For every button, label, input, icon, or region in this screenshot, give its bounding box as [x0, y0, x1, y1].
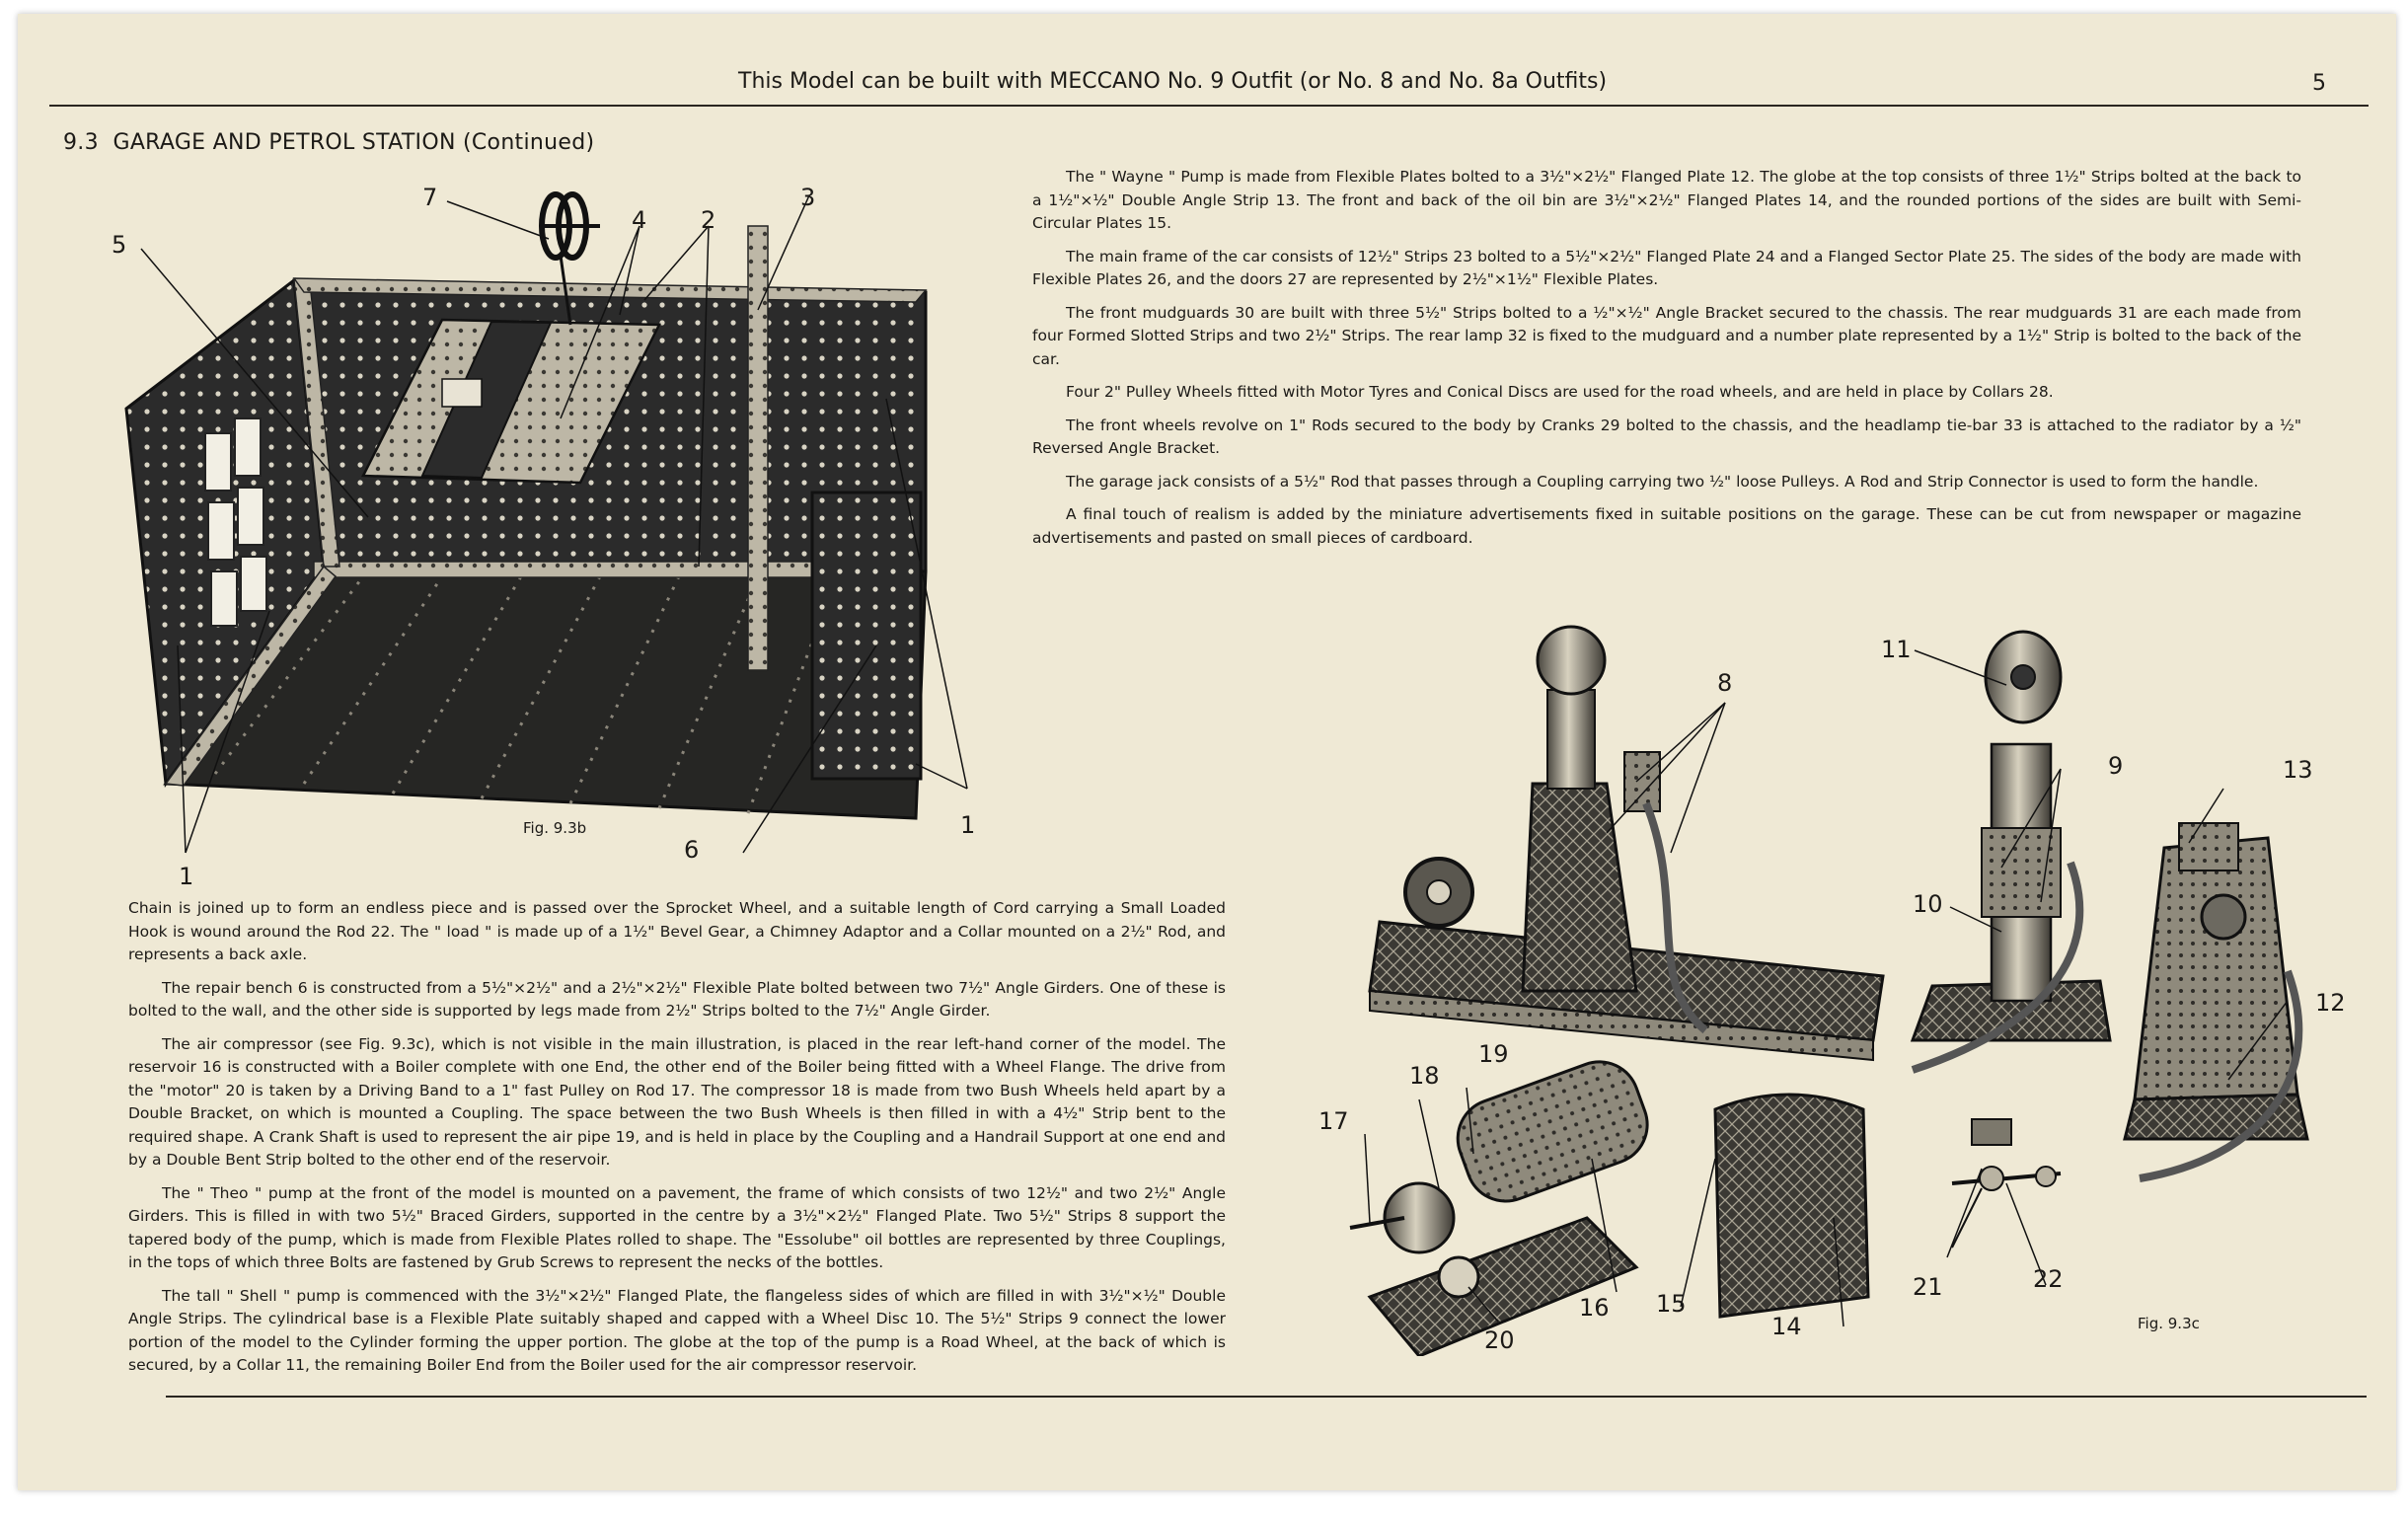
floor-girder — [314, 562, 866, 577]
callout-12: 12 — [2315, 989, 2346, 1017]
paragraph: A final touch of realism is added by the miniature advertisements fixed in suitable positions on the garage. These can be cut from newspaper or magazine advertisements and pasted on small pieces of cardboard. — [1032, 505, 2301, 547]
callout-4: 4 — [632, 206, 647, 234]
callout-1-right: 1 — [960, 811, 976, 839]
compressor-reservoir — [1447, 1051, 1658, 1213]
paragraph: The air compressor (see Fig. 9.3c), which is not visible in the main illustration, is placed in the rear left-hand corner of the model. The reservoir 16 is constructed with a Boiler complete with one End, the other end of the Boiler being fitted with a Wheel Flange. The drive from the "motor" 20 is taken by a Driving Band to a 1" fast Pulley on Rod 17. The compressor 18 is made from two Bush Wheels held apart by a Double Bracket, on which is mounted a Coupling. The space between the two Bush Wheels is then filled in with a 4½" Strip bent to the required shape. A Crank Shaft is used to represent the air pipe 19, and is held in place by the Coupling and a Handrail Support at one end and by a Double Bent Strip bolted to the other end of the reservoir. — [128, 1034, 1226, 1169]
callout-22: 22 — [2033, 1265, 2064, 1293]
callout-18: 18 — [1409, 1062, 1440, 1090]
callout-8: 8 — [1717, 669, 1733, 697]
callout-13: 13 — [2283, 756, 2313, 784]
callout-14: 14 — [1771, 1313, 1802, 1340]
callout-7: 7 — [422, 184, 438, 211]
manual-page — [18, 14, 2396, 1490]
theo-pump-body — [1523, 784, 1636, 991]
paragraph: The " Theo " pump at the front of the model is mounted on a pavement, the frame of which consists of two 12½" and two 2½" Angle Girders. This is filled in with two 5½" Braced Girders, supported in the centre by a 3½"×2½" Flanged Plate. Two 5½" Strips 8 support the tapered body of the pump, which is made from Flexible Plates rolled to shape. The "Essolube" oil bottles are represented by three Couplings, in the tops of which three Bolts are fastened by Grub Screws to represent the necks of the bottles. — [128, 1183, 1226, 1271]
right-text-column — [1032, 166, 2301, 560]
paragraph: Four 2" Pulley Wheels fitted with Motor Tyres and Conical Discs are used for the road wheels, and are held in place by Collars 28. — [1066, 383, 2054, 401]
callout-17: 17 — [1318, 1107, 1349, 1135]
callout-16: 16 — [1579, 1294, 1610, 1322]
paragraph: The tall " Shell " pump is commenced with the 3½"×2½" Flanged Plate, the flangeless sides of which are filled in with 3½"×½" Double Angle Strips. The cylindrical base is a Flexible Plate suitably shaped and capped with a Wheel Disc 10. The 5½" Strips 9 connect the lower portion of the model to the Cylinder forming the upper portion. The globe at the top of the pump is a Road Wheel, at the back of which is secured, by a Collar 11, the remaining Boiler End from the Boiler used for the air compressor reservoir. — [128, 1286, 1226, 1374]
callout-11: 11 — [1881, 636, 1912, 663]
paragraph: The front mudguards 30 are built with three 5½" Strips bolted to a ½"×½" Angle Bracket secured to the chassis. The rear mudguards 31 are each made from four Formed Slotted Strips and two 2½" Strips. The rear lamp 32 is fixed to the mudguard and a number plate represented by a 1½" Strip is bolted to the back of the car. — [1032, 303, 2301, 368]
callout-3: 3 — [800, 184, 816, 211]
page-header-title: This Model can be built with MECCANO No. 9 Outfit (or No. 8 and No. 8a Outfits) — [738, 69, 1608, 94]
header-rule — [49, 105, 2369, 107]
paragraph: The repair bench 6 is constructed from a 5½"×2½" and a 2½"×2½" Flexible Plate bolted between two 7½" Angle Girders. One of these is bolted to the wall, and the other side is supported by legs made from 2½" Strips bolted to the 7½" Angle Girder. — [128, 978, 1226, 1020]
repair-bench — [812, 492, 921, 779]
oil-bin — [1715, 1095, 1868, 1317]
callout-5: 5 — [112, 231, 127, 259]
section-title: GARAGE AND PETROL STATION (Continued) — [113, 130, 595, 155]
callout-10: 10 — [1913, 890, 1943, 918]
callout-19: 19 — [1478, 1040, 1509, 1068]
callout-1-left: 1 — [179, 863, 194, 890]
callout-20: 20 — [1484, 1326, 1515, 1354]
left-text-column — [128, 897, 1226, 1388]
paragraph: The front wheels revolve on 1" Rods secured to the body by Cranks 29 bolted to the chassis, and the headlamp tie-bar 33 is attached to the radiator by a ½" Reversed Angle Bracket. — [1032, 416, 2301, 457]
callout-6: 6 — [684, 836, 700, 864]
paragraph: The " Wayne " Pump is made from Flexible Plates bolted to a 3½"×2½" Flanged Plate 12. The globe at the top consists of three 1½" Strips bolted at the back to a 1½"×½" Double Angle Strip 13. The front and back of the oil bin are 3½"×2½" Flanged Plates 14, and the rounded portions of the sides are built with Semi-Circular Plates 15. — [1032, 168, 2301, 232]
page-number: 5 — [2312, 71, 2326, 96]
callout-9: 9 — [2108, 752, 2124, 780]
callout-21: 21 — [1913, 1273, 1943, 1301]
wayne-pump-body — [2135, 838, 2297, 1099]
section-heading — [63, 130, 594, 155]
paragraph: Chain is joined up to form an endless piece and is passed over the Sprocket Wheel, and a suitable length of Cord carrying a Small Loaded Hook is wound around the Rod 22. The " load " is made up of a 1½" Bevel Gear, a Chimney Adaptor and a Collar mounted on a 2½" Rod, and represents a back axle. — [128, 899, 1226, 963]
figure-caption-9-3c: Fig. 9.3c — [2138, 1315, 2200, 1332]
theo-pump-globe — [1538, 627, 1605, 694]
paragraph: The garage jack consists of a 5½" Rod that passes through a Coupling carrying two ½" loose Pulleys. A Rod and Strip Connector is used to form the handle. — [1066, 472, 2259, 491]
figure-9-3c-pumps — [1311, 606, 2357, 1356]
vertical-strip — [748, 226, 768, 670]
paragraph: The main frame of the car consists of 12½" Strips 23 bolted to a 5½"×2½" Flanged Plate 24 and a Flanged Sector Plate 25. The sides of the body are made with Flexible Plates 26, and the doors 27 are represented by 2½"×1½" Flexible Plates. — [1032, 247, 2301, 288]
figure-9-3b-garage — [67, 172, 1005, 882]
callout-2: 2 — [701, 206, 716, 234]
footer-rule — [166, 1396, 2367, 1398]
section-number: 9.3 — [63, 130, 99, 155]
figure-caption-9-3b: Fig. 9.3b — [523, 819, 587, 837]
callout-15: 15 — [1656, 1290, 1687, 1318]
